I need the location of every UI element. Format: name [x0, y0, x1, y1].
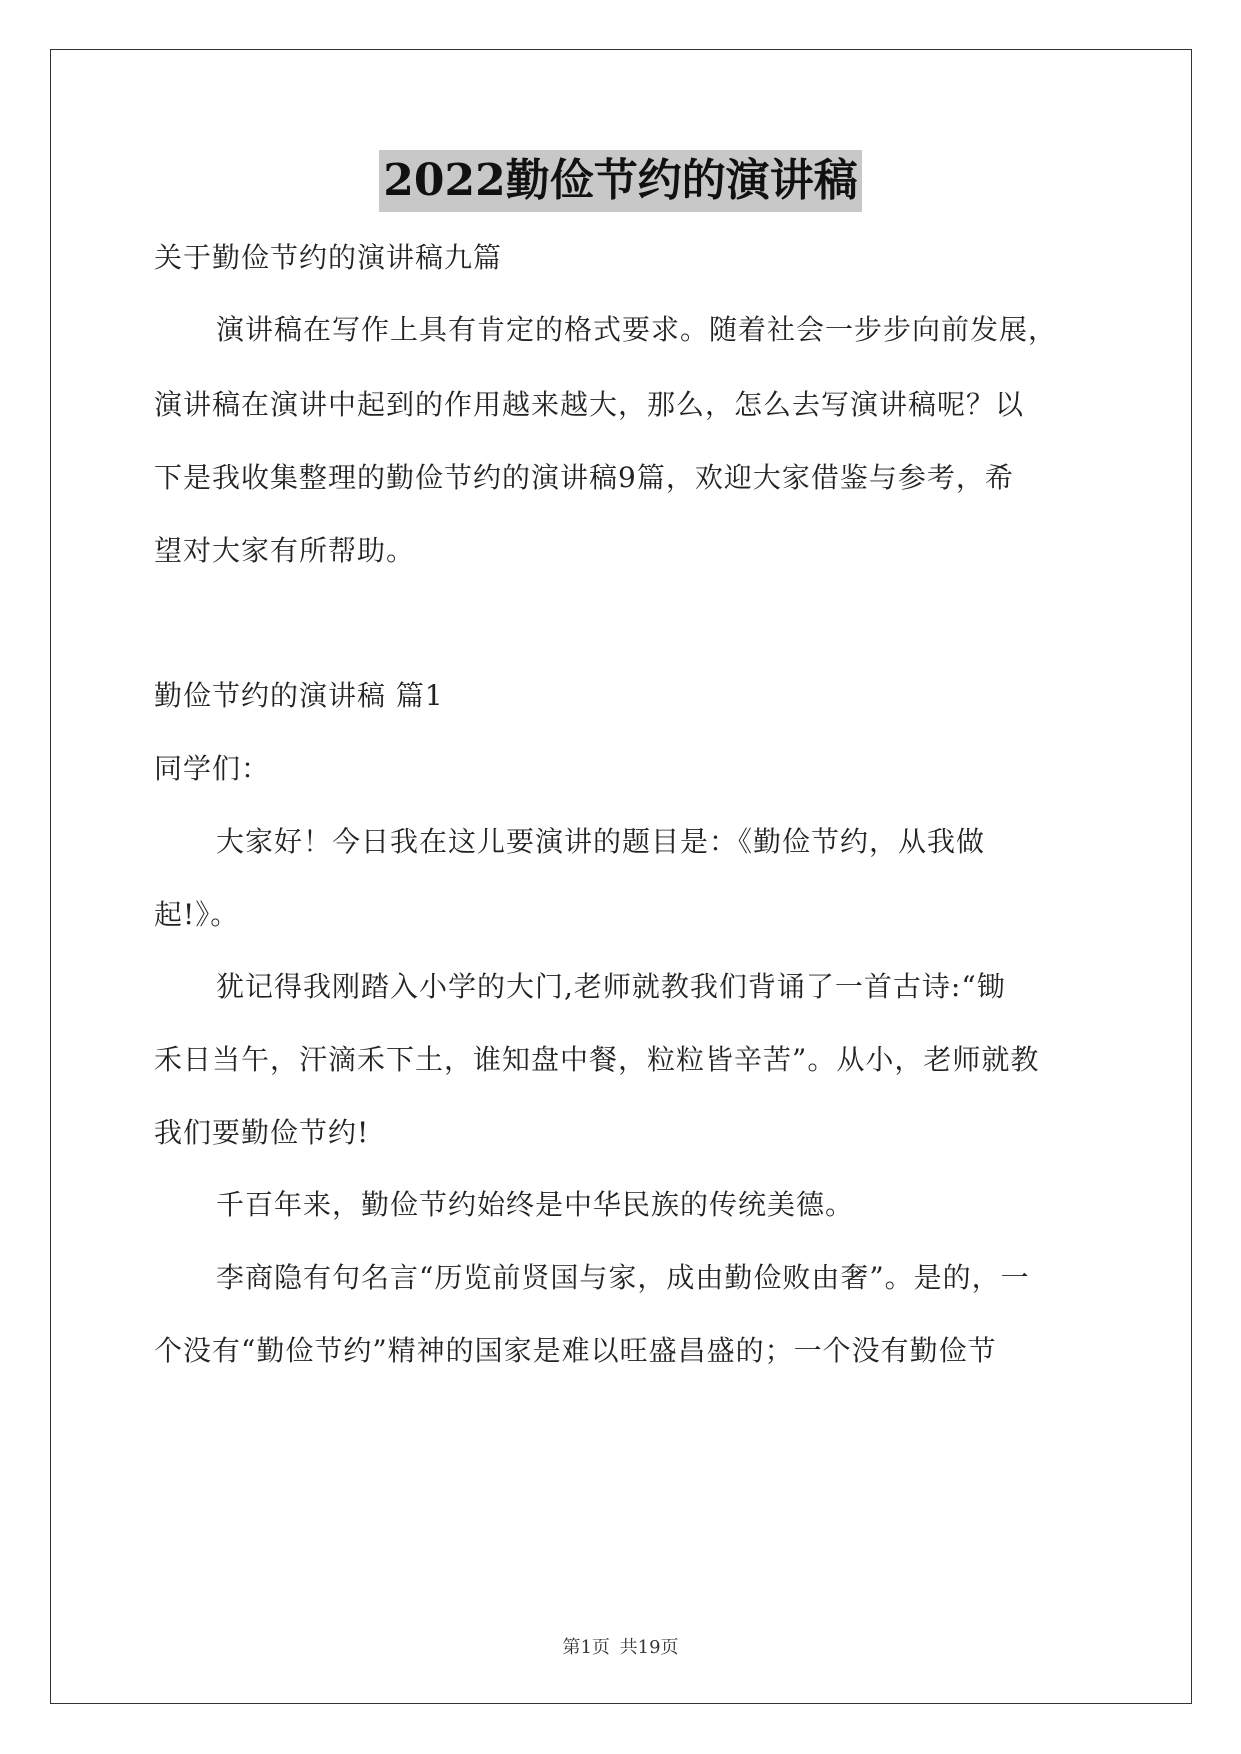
document-title: 2022勤俭节约的演讲稿	[379, 150, 861, 212]
body-line-5: 我们要勤俭节约!	[154, 1116, 370, 1149]
body-line-4: 禾日当午，汗滴禾下土，谁知盘中餐，粒粒皆辛苦”。从小，老师就教	[154, 1043, 1040, 1076]
document-subtitle: 关于勤俭节约的演讲稿九篇	[154, 241, 503, 274]
page-footer	[0, 1636, 1241, 1660]
intro-line-1: 演讲稿在写作上具有肯定的格式要求。随着社会一步步向前发展，	[216, 313, 1058, 346]
page-border	[50, 49, 1192, 1704]
page-total: 共19页	[619, 1637, 679, 1658]
page-number: 第1页	[562, 1637, 610, 1658]
body-line-1: 大家好！今日我在这儿要演讲的题目是：《勤俭节约，从我做	[216, 825, 986, 858]
greeting: 同学们：	[154, 752, 271, 785]
intro-line-2: 演讲稿在演讲中起到的作用越来越大，那么，怎么去写演讲稿呢？以	[154, 388, 1025, 421]
body-line-3: 犹记得我刚踏入小学的大门,老师就教我们背诵了一首古诗:“锄	[216, 970, 1006, 1003]
body-line-6: 千百年来，勤俭节约始终是中华民族的传统美德。	[216, 1188, 855, 1221]
intro-line-3: 下是我收集整理的勤俭节约的演讲稿9篇，欢迎大家借鉴与参考，希	[154, 461, 1014, 494]
body-line-7: 李商隐有句名言“历览前贤国与家，成由勤俭败由奢”。是的，一	[216, 1261, 1030, 1294]
intro-line-4: 望对大家有所帮助。	[154, 534, 416, 567]
body-line-8: 个没有“勤俭节约”精神的国家是难以旺盛昌盛的；一个没有勤俭节	[154, 1334, 997, 1367]
title-container	[0, 150, 1241, 212]
section-heading: 勤俭节约的演讲稿 篇1	[154, 679, 444, 712]
body-line-2: 起!》。	[154, 898, 240, 931]
